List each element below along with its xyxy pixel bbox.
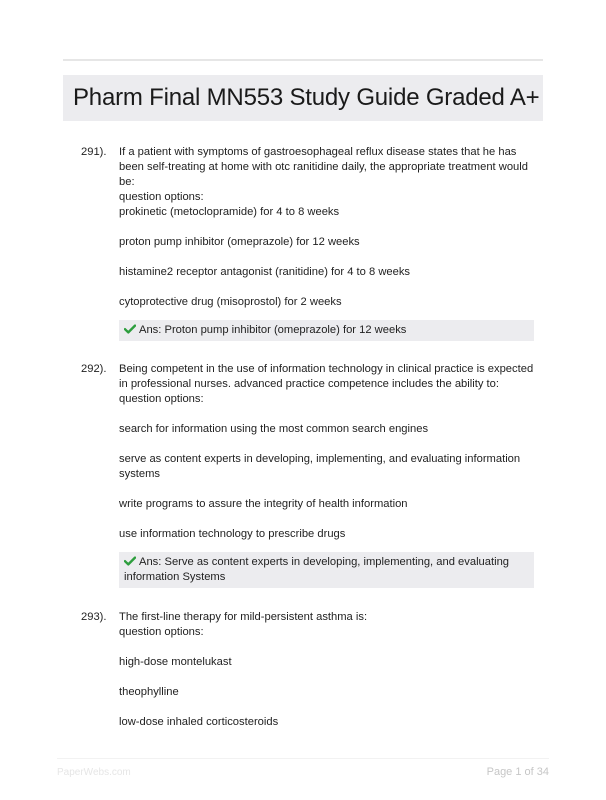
question-text xyxy=(119,362,534,407)
option: search for information using the most common search engines xyxy=(119,423,429,435)
options-label: question options: xyxy=(119,626,204,638)
question-number: 292). xyxy=(81,363,107,375)
option: proton pump inhibitor (omeprazole) for 12 weeks xyxy=(119,236,360,248)
question-text xyxy=(119,610,534,640)
document-title: Pharm Final MN553 Study Guide Graded A+ xyxy=(73,84,540,111)
question-number: 293). xyxy=(81,611,107,623)
option: prokinetic (metoclopramide) for 4 to 8 weeks xyxy=(119,206,340,218)
options-label: question options: xyxy=(119,191,204,203)
option: low-dose inhaled corticosteroids xyxy=(119,716,279,728)
question-stem: The first-line therapy for mild-persistent asthma is: xyxy=(119,611,368,623)
answer-box xyxy=(119,552,534,588)
option: histamine2 receptor antagonist (ranitidine) for 4 to 8 weeks xyxy=(119,266,411,278)
check-icon xyxy=(124,324,136,334)
title-banner xyxy=(63,75,543,121)
option: use information technology to prescribe drugs xyxy=(119,528,346,540)
answer-text: Ans: Serve as content experts in developing, implementing, and evaluating information Systems xyxy=(124,556,510,583)
page-number: Page 1 of 34 xyxy=(486,766,549,778)
option: write programs to assure the integrity of health information xyxy=(119,498,408,510)
answer-box xyxy=(119,320,534,341)
options-label: question options: xyxy=(119,393,204,405)
question-stem: If a patient with symptoms of gastroesophageal reflux disease states that he has been self-treating at home with otc ranitidine daily, the appropriate treatment would be: xyxy=(119,146,528,188)
answer-text: Ans: Proton pump inhibitor (omeprazole) for 12 weeks xyxy=(139,324,407,336)
question-number: 291). xyxy=(81,146,107,158)
question-text xyxy=(119,145,534,205)
option: serve as content experts in developing, implementing, and evaluating information systems xyxy=(119,453,521,480)
check-icon xyxy=(124,556,136,566)
footer-watermark: PaperWebs.com xyxy=(57,767,131,778)
footer-divider xyxy=(57,758,549,759)
option: theophylline xyxy=(119,686,179,698)
option: high-dose montelukast xyxy=(119,656,232,668)
question-stem: Being competent in the use of information technology in clinical practice is expected in professional nurses. advanced practice competence includes the ability to: xyxy=(119,363,534,390)
top-divider xyxy=(63,59,543,61)
option: cytoprotective drug (misoprostol) for 2 weeks xyxy=(119,296,342,308)
